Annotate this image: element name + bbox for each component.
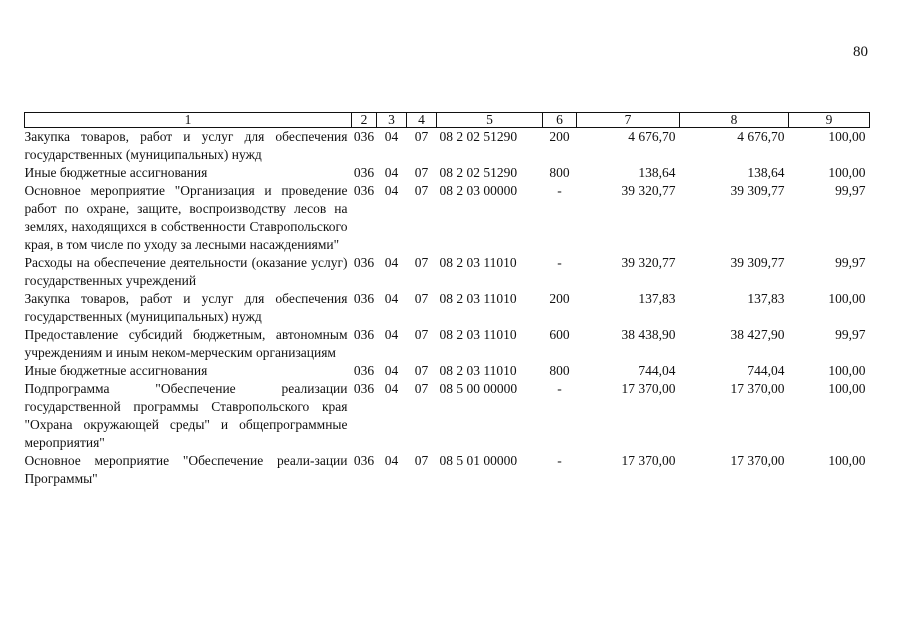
page-number: 80 bbox=[853, 44, 868, 60]
row-col-3: 04 bbox=[384, 129, 399, 144]
row-name: Закупка товаров, работ и услуг для обеспечения государственных (муниципальных) нужд bbox=[24, 291, 348, 324]
row-col-2: 036 bbox=[353, 363, 375, 378]
row-col-8: 39 309,77 bbox=[730, 255, 785, 270]
row-col-7: 39 320,77 bbox=[621, 183, 676, 198]
header-cell: 4 bbox=[407, 113, 437, 128]
row-col-4: 07 bbox=[414, 291, 429, 306]
row-col-9: 100,00 bbox=[828, 363, 866, 378]
row-col-8: 138,64 bbox=[747, 165, 785, 180]
header-cell: 6 bbox=[543, 113, 577, 128]
row-col-5: 08 2 03 11010 bbox=[439, 291, 517, 306]
row-col-3: 04 bbox=[384, 165, 399, 180]
row-col-4: 07 bbox=[414, 255, 429, 270]
row-col-6: 800 bbox=[549, 363, 570, 378]
table-row bbox=[25, 128, 870, 165]
row-col-4: 07 bbox=[414, 165, 429, 180]
row-col-6: - bbox=[557, 255, 562, 270]
row-name: Расходы на обеспечение деятельности (оказание услуг) государственных учреждений bbox=[24, 255, 348, 288]
row-col-8: 38 427,90 bbox=[730, 327, 785, 342]
row-col-4: 07 bbox=[414, 327, 429, 342]
row-name: Основное мероприятие "Организация и проведение работ по охране, защите, воспроизводству лесов на землях, находящихся в собственности Ставропольского края, в том числе по уходу за лесными насаждениями" bbox=[24, 183, 348, 252]
row-col-5: 08 2 03 11010 bbox=[439, 363, 517, 378]
budget-table bbox=[24, 112, 870, 488]
table-row bbox=[25, 182, 870, 254]
row-name: Предоставление субсидий бюджетным, автономным учреждениям и иным неком-мерческим организациям bbox=[24, 327, 348, 360]
row-col-5: 08 2 03 00000 bbox=[439, 183, 518, 198]
row-col-9: 99,97 bbox=[835, 183, 866, 198]
table-row bbox=[25, 326, 870, 362]
table-row bbox=[25, 362, 870, 380]
table-row bbox=[25, 254, 870, 290]
row-name: Закупка товаров, работ и услуг для обеспечения государственных (муниципальных) нужд bbox=[24, 129, 348, 162]
table-row bbox=[25, 380, 870, 452]
row-col-7: 17 370,00 bbox=[621, 453, 676, 468]
row-col-9: 100,00 bbox=[828, 165, 866, 180]
row-col-9: 100,00 bbox=[828, 381, 866, 396]
row-col-6: 800 bbox=[549, 165, 570, 180]
row-col-3: 04 bbox=[384, 183, 399, 198]
row-col-8: 17 370,00 bbox=[730, 453, 785, 468]
row-col-5: 08 2 02 51290 bbox=[439, 129, 518, 144]
row-col-8: 744,04 bbox=[747, 363, 785, 378]
header-cell: 2 bbox=[352, 113, 377, 128]
header-cell: 9 bbox=[789, 113, 870, 128]
row-col-6: - bbox=[557, 453, 562, 468]
header-cell: 8 bbox=[680, 113, 789, 128]
row-col-7: 39 320,77 bbox=[621, 255, 676, 270]
row-col-3: 04 bbox=[384, 453, 399, 468]
row-col-7: 17 370,00 bbox=[621, 381, 676, 396]
row-col-4: 07 bbox=[414, 381, 429, 396]
row-col-9: 100,00 bbox=[828, 291, 866, 306]
row-col-3: 04 bbox=[384, 381, 399, 396]
row-col-6: 200 bbox=[549, 291, 570, 306]
table-row bbox=[25, 290, 870, 326]
row-col-3: 04 bbox=[384, 327, 399, 342]
row-col-2: 036 bbox=[353, 183, 375, 198]
row-col-3: 04 bbox=[384, 363, 399, 378]
row-col-6: 200 bbox=[549, 129, 570, 144]
row-col-2: 036 bbox=[353, 381, 375, 396]
row-col-6: 600 bbox=[549, 327, 570, 342]
row-name: Основное мероприятие "Обеспечение реали-зации Программы" bbox=[24, 453, 348, 486]
table-row bbox=[25, 452, 870, 488]
row-col-2: 036 bbox=[353, 255, 375, 270]
row-name: Иные бюджетные ассигнования bbox=[24, 363, 208, 378]
row-col-8: 137,83 bbox=[747, 291, 785, 306]
row-col-2: 036 bbox=[353, 453, 375, 468]
row-col-2: 036 bbox=[353, 129, 375, 144]
row-col-8: 4 676,70 bbox=[737, 129, 785, 144]
row-col-4: 07 bbox=[414, 183, 429, 198]
row-name: Подпрограмма "Обеспечение реализации государственной программы Ставропольского края "Охрана окружающей среды" и общепрограммные мероприятия" bbox=[24, 381, 348, 450]
row-col-5: 08 5 00 00000 bbox=[439, 381, 518, 396]
row-col-8: 39 309,77 bbox=[730, 183, 785, 198]
row-col-6: - bbox=[557, 381, 562, 396]
row-col-5: 08 2 03 11010 bbox=[439, 255, 517, 270]
row-col-7: 38 438,90 bbox=[621, 327, 676, 342]
row-col-8: 17 370,00 bbox=[730, 381, 785, 396]
row-col-3: 04 bbox=[384, 255, 399, 270]
row-col-2: 036 bbox=[353, 165, 375, 180]
row-name: Иные бюджетные ассигнования bbox=[24, 165, 208, 180]
row-col-5: 08 5 01 00000 bbox=[439, 453, 518, 468]
header-cell: 5 bbox=[437, 113, 543, 128]
table-row bbox=[25, 164, 870, 182]
row-col-9: 99,97 bbox=[835, 255, 866, 270]
row-col-7: 744,04 bbox=[638, 363, 676, 378]
row-col-2: 036 bbox=[353, 327, 375, 342]
row-col-7: 137,83 bbox=[638, 291, 676, 306]
row-col-4: 07 bbox=[414, 453, 429, 468]
row-col-9: 100,00 bbox=[828, 129, 866, 144]
row-col-9: 99,97 bbox=[835, 327, 866, 342]
table-header-row bbox=[25, 113, 870, 128]
row-col-6: - bbox=[557, 183, 562, 198]
header-cell: 1 bbox=[25, 113, 352, 128]
row-col-5: 08 2 02 51290 bbox=[439, 165, 518, 180]
row-col-5: 08 2 03 11010 bbox=[439, 327, 517, 342]
header-cell: 3 bbox=[377, 113, 407, 128]
row-col-9: 100,00 bbox=[828, 453, 866, 468]
row-col-4: 07 bbox=[414, 129, 429, 144]
row-col-4: 07 bbox=[414, 363, 429, 378]
row-col-7: 4 676,70 bbox=[628, 129, 676, 144]
header-cell: 7 bbox=[577, 113, 680, 128]
row-col-3: 04 bbox=[384, 291, 399, 306]
row-col-2: 036 bbox=[353, 291, 375, 306]
row-col-7: 138,64 bbox=[638, 165, 676, 180]
